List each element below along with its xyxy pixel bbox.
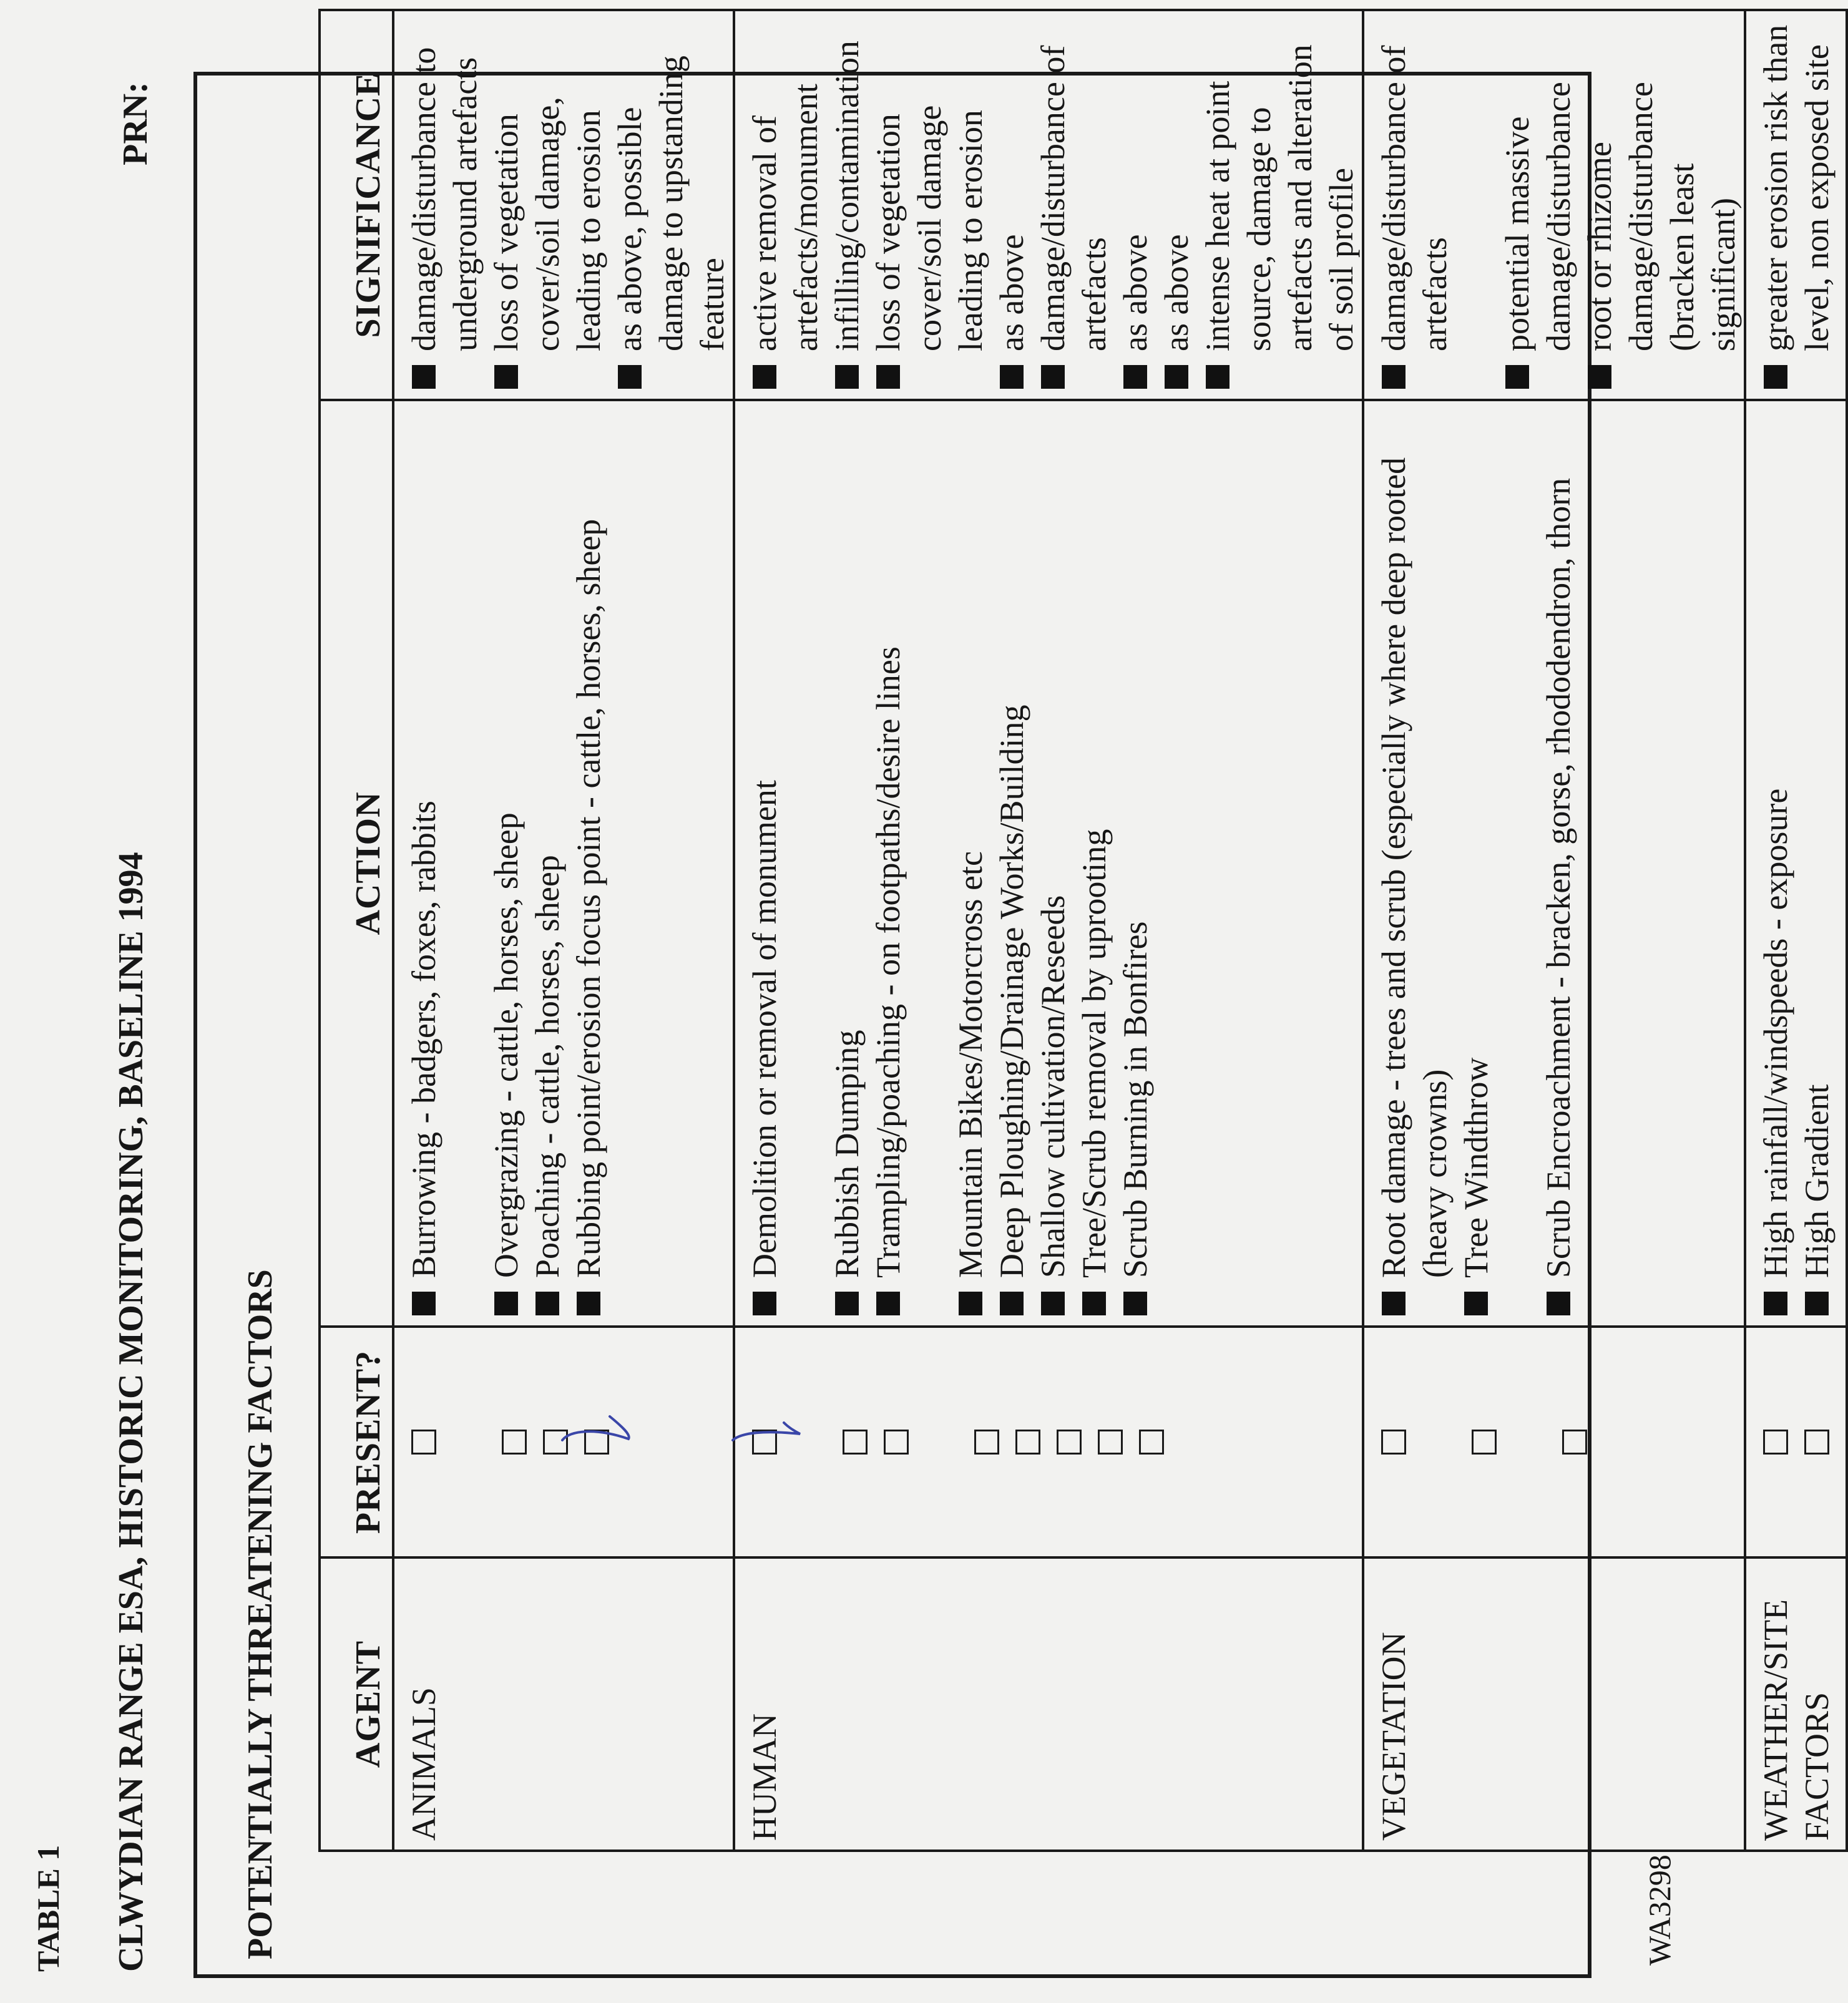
present-cell [1363,1327,1745,1557]
present-checkbox[interactable] [1139,1430,1164,1455]
action-list [734,400,1363,1327]
square-bullet-icon [1505,365,1529,389]
list-item: Tree Windthrow [1455,407,1497,1319]
square-bullet-icon [959,1292,982,1315]
list-item: damage/disturbance to underground artefacts [403,17,486,392]
handwritten-tick [559,1398,640,1441]
table-caption: POTENTIALLY THREATENING FACTORS [241,1269,280,1959]
square-bullet-icon [753,1292,776,1315]
agent-name: HUMAN [746,1713,783,1841]
list-item: loss of vegetation cover/soil damage, leading to erosion [486,17,609,392]
table-row-weather-site [1745,10,1847,1851]
square-bullet-icon [494,1292,518,1315]
square-bullet-icon [1041,1292,1065,1315]
list-item: damage/disturbance of artefacts [1032,17,1115,392]
square-bullet-icon [618,365,642,389]
significance-list [1363,10,1745,400]
list-item: greater erosion risk than level, non exposed site [1755,17,1837,392]
table-header-row [320,10,393,1851]
square-bullet-icon [1041,365,1065,389]
square-bullet-icon [835,365,859,389]
significance-list [393,10,734,400]
table-row-vegetation [1363,10,1745,1851]
agent-name: VEGETATION [1375,1632,1412,1841]
document-reference: WA3298 [1642,1854,1677,1966]
agent-cell [393,1557,734,1851]
present-checkbox[interactable] [1098,1430,1123,1455]
present-checkbox[interactable] [1057,1430,1082,1455]
list-item: Mountain Bikes/Motorcross etc [950,407,991,1319]
square-bullet-icon [1547,1292,1570,1315]
agent-name: WEATHER/SITE [1757,1599,1794,1841]
present-checkbox[interactable] [1763,1430,1788,1455]
square-bullet-icon [1082,1292,1106,1315]
list-item: Rubbish Dumping [826,407,868,1319]
present-checkbox[interactable] [1562,1430,1587,1455]
square-bullet-icon [412,1292,436,1315]
present-cell [393,1327,734,1557]
square-bullet-icon [577,1292,600,1315]
list-item: Shallow cultivation/Reseeds [1032,407,1073,1319]
present-checkbox[interactable] [884,1430,909,1455]
list-item: damage/disturbance of artefacts [1373,17,1455,392]
list-item: infilling/contamination [826,17,868,392]
present-checkbox[interactable] [843,1430,868,1455]
list-item: as above [1156,17,1197,392]
present-checkbox[interactable] [1015,1430,1040,1455]
agent-cell [1363,1557,1745,1851]
action-list [1745,400,1847,1327]
prn-label: PRN: [116,82,155,165]
square-bullet-icon [1382,365,1406,389]
column-header-agent: AGENT [320,1557,393,1851]
list-item: Demolition or removal of monument [744,407,785,1319]
table-row-human [734,10,1363,1851]
list-item: Deep Ploughing/Drainage Works/Building [991,407,1032,1319]
present-checkbox[interactable] [584,1430,609,1455]
list-item: as above [1115,17,1156,392]
present-checkbox[interactable] [974,1430,999,1455]
square-bullet-icon [1464,1292,1488,1315]
present-checkbox[interactable] [543,1430,568,1455]
list-item: as above, possible damage to upstanding feature [609,17,733,392]
square-bullet-icon [876,1292,900,1315]
threat-table [318,9,1848,1852]
list-item: High Gradient [1796,407,1837,1319]
present-checkbox[interactable] [502,1430,527,1455]
agent-name: ANIMALS [405,1687,442,1841]
square-bullet-icon [753,365,776,389]
square-bullet-icon [1588,365,1611,389]
list-item: Overgrazing - cattle, horses, sheep [486,407,527,1319]
present-checkbox[interactable] [1381,1430,1406,1455]
list-item: Root damage - trees and scrub (especially where deep rooted (heavy crowns) [1373,407,1455,1319]
square-bullet-icon [494,365,518,389]
square-bullet-icon [1764,365,1787,389]
list-item: as above [991,17,1032,392]
action-list [1363,400,1745,1327]
document-title: CLWYDIAN RANGE ESA, HISTORIC MONITORING, BASELINE 1994 [112,852,150,1972]
present-checkbox[interactable] [1472,1430,1497,1455]
square-bullet-icon [1000,1292,1024,1315]
square-bullet-icon [1206,365,1230,389]
square-bullet-icon [412,365,436,389]
list-item: High rainfall/windspeeds - exposure [1755,407,1796,1319]
present-checkbox[interactable] [1804,1430,1829,1455]
agent-cell [1745,1557,1847,1851]
column-header-significance: SIGNIFICANCE [320,10,393,400]
list-item: Trampling/poaching - on footpaths/desire lines [868,407,909,1319]
present-checkbox[interactable] [752,1430,777,1455]
list-item: potential massive damage/disturbance [1497,17,1579,392]
table-label: TABLE 1 [31,1845,66,1972]
significance-list [734,10,1363,400]
square-bullet-icon [1805,1292,1829,1315]
list-item: root or rhizome damage/disturbance (bracken least significant) [1579,17,1744,392]
present-cell [734,1327,1363,1557]
list-item: active removal of artefacts/monument [744,17,826,392]
present-cell [1745,1327,1847,1557]
agent-cell [734,1557,1363,1851]
square-bullet-icon [535,1292,559,1315]
column-header-action: ACTION [320,400,393,1327]
column-header-present: PRESENT? [320,1327,393,1557]
significance-list [1745,10,1847,400]
list-item: Scrub Burning in Bonfires [1115,407,1156,1319]
list-item: intense heat at point source, damage to artefacts and alteration of soil profile [1197,17,1362,392]
square-bullet-icon [1123,365,1147,389]
list-item: Scrub Encroachment - bracken, gorse, rhododendron, thorn [1538,407,1579,1319]
square-bullet-icon [876,365,900,389]
list-item: Tree/Scrub removal by uprooting [1073,407,1115,1319]
square-bullet-icon [1382,1292,1406,1315]
table-row-animals [393,10,734,1851]
square-bullet-icon [835,1292,859,1315]
list-item: Rubbing point/erosion focus point - cattle, horses, sheep [568,407,609,1319]
list-item: loss of vegetation cover/soil damage leading to erosion [868,17,991,392]
agent-name: FACTORS [1798,1692,1836,1841]
square-bullet-icon [1165,365,1188,389]
action-list [393,400,734,1327]
present-checkbox[interactable] [411,1430,436,1455]
list-item: Burrowing - badgers, foxes, rabbits [403,407,444,1319]
square-bullet-icon [1000,365,1024,389]
square-bullet-icon [1123,1292,1147,1315]
list-item: Poaching - cattle, horses, sheep [527,407,568,1319]
square-bullet-icon [1764,1292,1787,1315]
